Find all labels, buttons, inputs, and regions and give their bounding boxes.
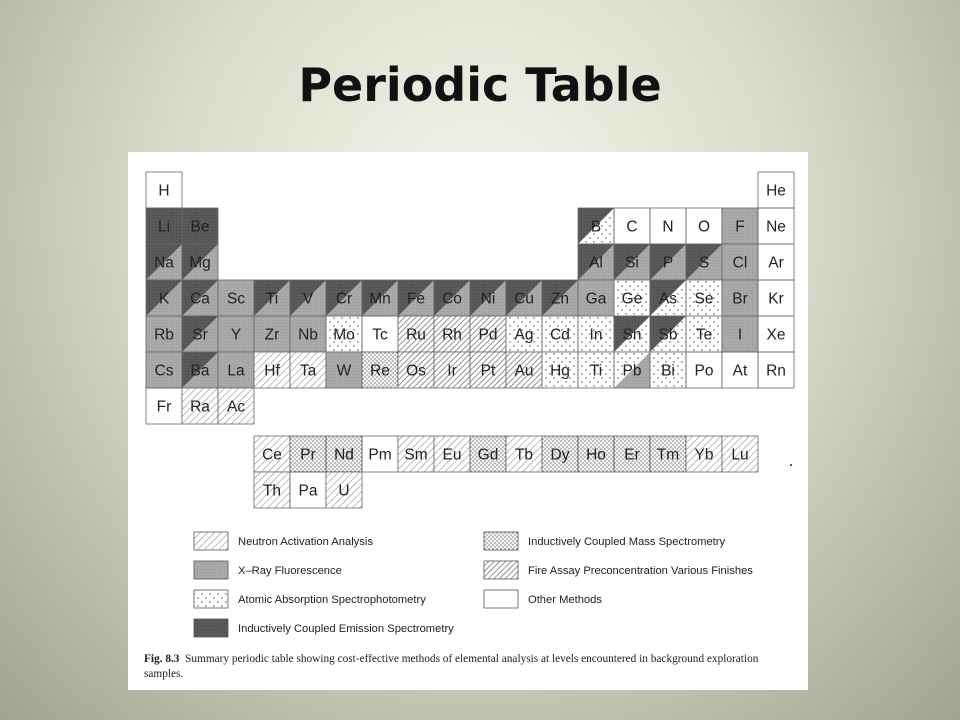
element-cell-rn <box>758 352 794 388</box>
element-symbol: Y <box>230 326 242 344</box>
element-cell-li <box>146 208 182 244</box>
element-symbol: H <box>158 182 170 200</box>
element-symbol: Be <box>190 218 210 236</box>
element-symbol: Ti <box>265 290 279 308</box>
element-symbol: Cr <box>335 290 353 308</box>
figure-caption <box>144 652 794 682</box>
element-symbol: V <box>302 290 314 308</box>
element-symbol: O <box>697 218 711 236</box>
element-symbol: Ag <box>514 326 534 344</box>
element-cell-w <box>326 352 362 388</box>
element-symbol: Ce <box>262 446 282 464</box>
element-symbol: W <box>336 362 352 380</box>
element-symbol: Al <box>589 254 603 272</box>
element-symbol: Co <box>442 290 462 308</box>
legend-swatch <box>194 532 228 550</box>
element-cell-o <box>686 208 722 244</box>
element-symbol: Re <box>370 362 390 380</box>
element-symbol: Rn <box>766 362 786 380</box>
element-symbol: Sm <box>404 446 428 464</box>
element-symbol: Ta <box>299 362 317 380</box>
element-cell-zn <box>542 280 578 316</box>
element-cell-hf <box>254 352 290 388</box>
legend-swatch <box>194 590 228 608</box>
element-cell-ce <box>254 436 290 472</box>
element-symbol: Fe <box>406 290 426 308</box>
element-cell-y <box>218 316 254 352</box>
element-cell-cu <box>506 280 542 316</box>
element-symbol: Pd <box>478 326 498 344</box>
periodic-table-graphic <box>128 152 808 690</box>
element-cell-pm <box>362 436 398 472</box>
legend-label: Atomic Absorption Spectrophotometry <box>238 594 426 606</box>
element-symbol: Bi <box>661 362 675 380</box>
element-cell-f <box>722 208 758 244</box>
element-cell-pr <box>290 436 326 472</box>
element-symbol: Ac <box>226 398 246 416</box>
legend-swatch <box>484 532 518 550</box>
element-symbol: N <box>662 218 674 236</box>
element-cell-al <box>578 244 614 280</box>
element-symbol: Si <box>625 254 639 272</box>
element-cell-mn <box>362 280 398 316</box>
element-symbol: Zr <box>264 326 280 344</box>
element-symbol: Th <box>262 482 282 500</box>
element-symbol: Li <box>157 218 171 236</box>
legend-swatch <box>484 590 518 608</box>
element-symbol: Sn <box>622 326 642 344</box>
element-symbol: Dy <box>550 446 570 464</box>
element-symbol: Te <box>695 326 713 344</box>
element-cell-ne <box>758 208 794 244</box>
element-symbol: Ho <box>586 446 606 464</box>
legend-item-fire <box>484 561 753 579</box>
element-cell-pa <box>290 472 326 508</box>
element-symbol: Ni <box>480 290 496 308</box>
element-cell-k <box>146 280 182 316</box>
element-cell-pd <box>470 316 506 352</box>
element-symbol: I <box>737 326 743 344</box>
element-cell-co <box>434 280 470 316</box>
element-symbol: Cd <box>550 326 570 344</box>
element-symbol: Ca <box>190 290 210 308</box>
element-cell-s <box>686 244 722 280</box>
legend-item-aas <box>194 590 426 608</box>
element-cell-gd <box>470 436 506 472</box>
element-cell-dy <box>542 436 578 472</box>
element-symbol: Mg <box>189 254 211 272</box>
element-symbol: In <box>589 326 603 344</box>
element-cell-nd <box>326 436 362 472</box>
element-symbol: Cs <box>154 362 174 380</box>
element-symbol: Pb <box>622 362 642 380</box>
element-symbol: P <box>662 254 674 272</box>
element-cell-ir <box>434 352 470 388</box>
element-cell-la <box>218 352 254 388</box>
element-cell-hg <box>542 352 578 388</box>
element-symbol: F <box>735 218 745 236</box>
element-cell-ca <box>182 280 218 316</box>
element-cell-zr <box>254 316 290 352</box>
element-symbol: Cu <box>514 290 534 308</box>
legend-swatch <box>484 561 518 579</box>
element-cell-b <box>578 208 614 244</box>
element-symbol: Ra <box>190 398 210 416</box>
element-cell-ar <box>758 244 794 280</box>
element-cell-c <box>614 208 650 244</box>
element-cell-ti <box>578 352 614 388</box>
element-cell-ac <box>218 388 254 424</box>
element-cell-in <box>578 316 614 352</box>
element-symbol: S <box>698 254 710 272</box>
element-symbol: U <box>338 482 350 500</box>
legend-label: Other Methods <box>528 594 602 606</box>
element-symbol: Fr <box>156 398 172 416</box>
element-symbol: At <box>732 362 748 380</box>
element-symbol: Tc <box>372 326 388 344</box>
element-symbol: Pt <box>480 362 496 380</box>
element-cell-re <box>362 352 398 388</box>
element-symbol: Pa <box>298 482 318 500</box>
caption-text: Summary periodic table showing cost-effective methods of elemental analysis at levels encountered in background exploration samples. <box>144 653 759 680</box>
element-cell-ge <box>614 280 650 316</box>
element-cell-ag <box>506 316 542 352</box>
element-cell-te <box>686 316 722 352</box>
element-symbol: As <box>658 290 678 308</box>
element-cell-sb <box>650 316 686 352</box>
element-symbol: La <box>227 362 245 380</box>
element-cell-na <box>146 244 182 280</box>
legend-swatch <box>194 561 228 579</box>
element-symbol: Er <box>624 446 640 464</box>
element-cell-i <box>722 316 758 352</box>
element-symbol: Kr <box>768 290 784 308</box>
element-cell-sn <box>614 316 650 352</box>
element-cell-lu <box>722 436 758 472</box>
element-symbol: Ge <box>621 290 643 308</box>
stray-dot <box>790 464 792 466</box>
element-cell-ni <box>470 280 506 316</box>
element-symbol: Au <box>514 362 534 380</box>
legend-label: Fire Assay Preconcentration Various Finishes <box>528 565 753 577</box>
element-cell-si <box>614 244 650 280</box>
element-symbol: Ir <box>447 362 457 380</box>
element-symbol: Tb <box>514 446 534 464</box>
element-symbol: C <box>626 218 638 236</box>
element-cell-cs <box>146 352 182 388</box>
element-symbol: Na <box>154 254 174 272</box>
element-symbol: Pr <box>300 446 316 464</box>
element-cell-ra <box>182 388 218 424</box>
legend-item-other <box>484 590 602 608</box>
legend-label: Inductively Coupled Emission Spectrometry <box>238 623 454 635</box>
element-symbol: Sr <box>192 326 208 344</box>
element-symbol: Se <box>694 290 714 308</box>
element-symbol: Ru <box>406 326 426 344</box>
element-cell-rb <box>146 316 182 352</box>
legend-swatch <box>194 619 228 637</box>
element-cell-sc <box>218 280 254 316</box>
legend-label: Inductively Coupled Mass Spectrometry <box>528 536 726 548</box>
legend-item-xrf <box>194 561 342 579</box>
element-symbol: Hg <box>550 362 570 380</box>
element-cell-v <box>290 280 326 316</box>
legend-item-naa <box>194 532 373 550</box>
element-symbol: Rb <box>154 326 174 344</box>
element-symbol: Ti <box>589 362 603 380</box>
element-symbol: Nd <box>334 446 354 464</box>
element-cell-p <box>650 244 686 280</box>
element-symbol: Yb <box>694 446 714 464</box>
element-cell-mo <box>326 316 362 352</box>
slide-title: Periodic Table <box>298 58 662 112</box>
element-cell-po <box>686 352 722 388</box>
element-cell-fe <box>398 280 434 316</box>
element-symbol: Gd <box>477 446 499 464</box>
element-symbol: He <box>766 182 786 200</box>
element-cell-os <box>398 352 434 388</box>
element-symbol: Ne <box>766 218 786 236</box>
element-cell-nb <box>290 316 326 352</box>
element-cell-sr <box>182 316 218 352</box>
element-cell-tc <box>362 316 398 352</box>
element-symbol: Ba <box>190 362 210 380</box>
element-symbol: Pm <box>368 446 392 464</box>
element-symbol: Eu <box>442 446 462 464</box>
element-cell-pb <box>614 352 650 388</box>
element-cell-se <box>686 280 722 316</box>
element-symbol: B <box>590 218 602 236</box>
element-cell-he <box>758 172 794 208</box>
element-cell-tb <box>506 436 542 472</box>
element-cell-as <box>650 280 686 316</box>
element-cell-sm <box>398 436 434 472</box>
element-cell-bi <box>650 352 686 388</box>
element-cell-fr <box>146 388 182 424</box>
element-cell-cl <box>722 244 758 280</box>
caption-fig-number: Fig. 8.3 <box>144 653 180 665</box>
element-symbol: Po <box>694 362 714 380</box>
element-symbol: Rh <box>442 326 462 344</box>
element-cell-u <box>326 472 362 508</box>
element-cell-eu <box>434 436 470 472</box>
element-cell-cd <box>542 316 578 352</box>
element-cell-er <box>614 436 650 472</box>
element-cell-ru <box>398 316 434 352</box>
element-cell-br <box>722 280 758 316</box>
element-symbol: Mn <box>369 290 391 308</box>
legend-label: Neutron Activation Analysis <box>238 536 373 548</box>
element-cell-mg <box>182 244 218 280</box>
element-symbol: Zn <box>550 290 570 308</box>
element-cell-ba <box>182 352 218 388</box>
legend-item-icpms <box>484 532 726 550</box>
element-symbol: Cl <box>732 254 748 272</box>
element-symbol: K <box>158 290 170 308</box>
element-symbol: Ar <box>768 254 784 272</box>
element-cell-rh <box>434 316 470 352</box>
element-cell-tm <box>650 436 686 472</box>
element-symbol: Os <box>406 362 426 380</box>
element-cell-at <box>722 352 758 388</box>
element-cell-ti <box>254 280 290 316</box>
element-symbol: Sc <box>226 290 246 308</box>
element-symbol: Lu <box>731 446 749 464</box>
element-symbol: Tm <box>656 446 680 464</box>
element-symbol: Sb <box>658 326 678 344</box>
element-cell-ta <box>290 352 326 388</box>
element-cell-xe <box>758 316 794 352</box>
element-cell-ga <box>578 280 614 316</box>
element-cell-h <box>146 172 182 208</box>
element-symbol: Br <box>732 290 748 308</box>
element-cell-yb <box>686 436 722 472</box>
element-cell-cr <box>326 280 362 316</box>
element-cell-kr <box>758 280 794 316</box>
legend-item-icp <box>194 619 454 637</box>
element-symbol: Ga <box>585 290 607 308</box>
legend-label: X–Ray Fluorescence <box>238 565 342 577</box>
periodic-table-figure <box>128 152 808 690</box>
element-cell-be <box>182 208 218 244</box>
element-cell-au <box>506 352 542 388</box>
element-cell-n <box>650 208 686 244</box>
element-symbol: Nb <box>298 326 318 344</box>
element-cell-ho <box>578 436 614 472</box>
element-symbol: Mo <box>333 326 355 344</box>
element-cell-th <box>254 472 290 508</box>
element-symbol: Xe <box>766 326 786 344</box>
element-cell-pt <box>470 352 506 388</box>
element-symbol: Hf <box>264 362 280 380</box>
